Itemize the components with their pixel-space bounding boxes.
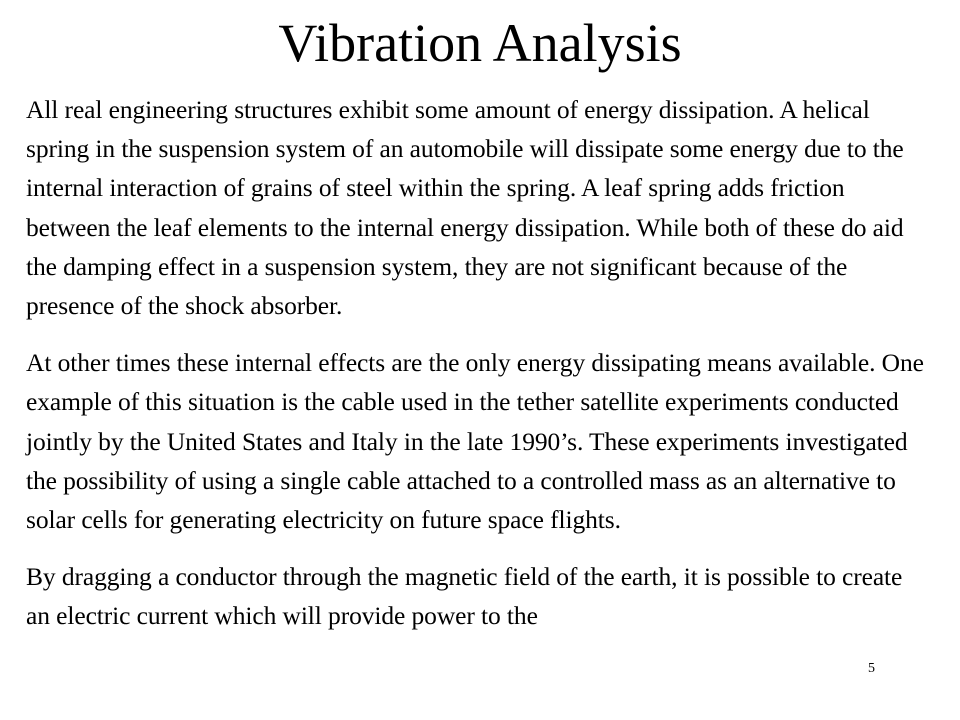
paragraph-conductor-current: By dragging a conductor through the magnetic field of the earth, it is possible to create an electric current which will provide power to the — [26, 562, 903, 631]
slide-body — [26, 90, 926, 654]
paragraph-tether-satellite: At other times these internal effects are the only energy dissipating means available. One example of this situation is the cable used in the tether satellite experiments conducted jointly by the United States and Italy in the late 1990’s. These experiments investigated the possibility of using a single cable attached to a controlled mass as an alternative to solar cells for generating electricity on future space flights. — [26, 348, 924, 535]
page-number: 5 — [868, 661, 875, 676]
slide-title: Vibration Analysis — [278, 13, 682, 73]
paragraph-energy-dissipation: All real engineering structures exhibit some amount of energy dissipation. A helical spring in the suspension system of an automobile will dissipate some energy due to the internal interaction of grains of steel within the spring. A leaf spring adds friction between the leaf elements to the internal energy dissipation. While both of these do aid the damping effect in a suspension system, they are not significant because of the presence of the shock absorber. — [26, 95, 904, 321]
